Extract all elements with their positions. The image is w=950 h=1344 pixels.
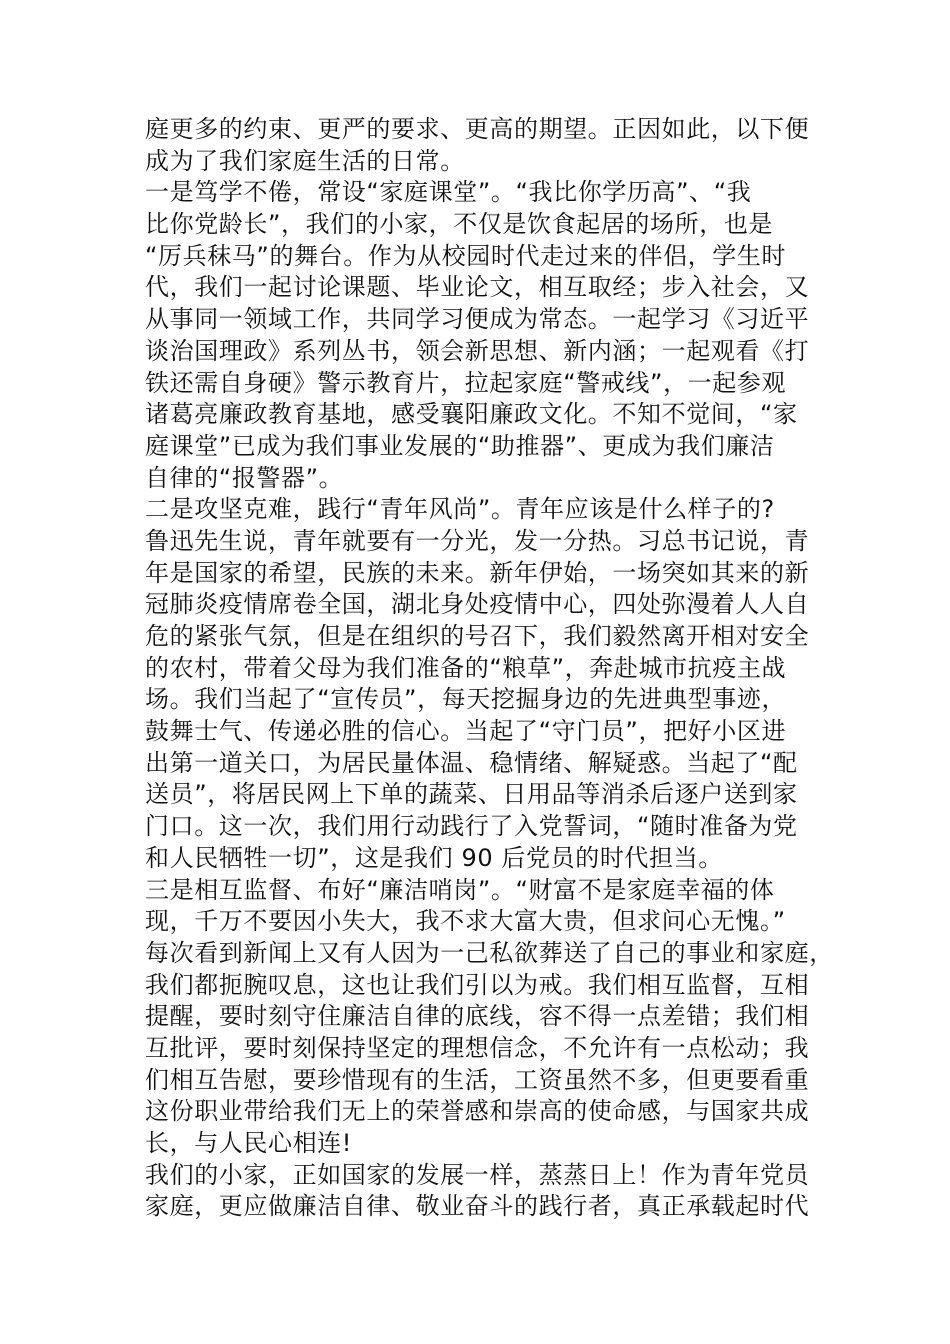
- text-line: 从事同一领域工作，共同学习便成为常态。一起学习《习近平: [145, 305, 810, 334]
- text-line: 和人民牺牲一切”，这是我们 90 后党员的时代担当。: [145, 843, 723, 872]
- text-line: 冠肺炎疫情席卷全国，湖北身处疫情中心，四处弥漫着人人自: [145, 590, 810, 619]
- text-line: 年是国家的希望，民族的未来。新年伊始，一场突如其来的新: [145, 558, 810, 587]
- text-line: 危的紧张气氛，但是在组织的号召下，我们毅然离开相对安全: [145, 622, 810, 650]
- text-line: 每次看到新闻上又有人因为一己私欲葬送了自己的事业和家庭，: [145, 938, 834, 967]
- text-line: 们相互告慰，要珍惜现有的生活，工资虽然不多，但更要看重: [145, 1065, 810, 1094]
- closing-paragraph-line: 我们的小家，正如国家的发展一样，蒸蒸日上！作为青年党员: [145, 1160, 810, 1189]
- text-line: 现，千万不要因小失大，我不求大富大贵，但求问心无愧。”: [145, 907, 786, 936]
- text-line: 送员”，将居民网上下单的蔬菜、日用品等消杀后逐户送到家: [145, 780, 798, 809]
- text-line: “厉兵秣马”的舞台。作为从校园时代走过来的伴侣，学生时: [145, 241, 787, 270]
- text-line: 鲁迅先生说，青年就要有一分光，发一分热。习总书记说，青: [145, 526, 810, 555]
- text-line: 比你党龄长”，我们的小家，不仅是饮食起居的场所，也是: [145, 210, 774, 239]
- text-line: 出第一道关口，为居民量体温、稳情绪、解疑惑。当起了“配: [145, 748, 798, 777]
- text-line: 成为了我们家庭生活的日常。: [145, 146, 465, 175]
- text-line: 代，我们一起讨论课题、毕业论文，相互取经；步入社会，又: [145, 273, 810, 302]
- text-line: 铁还需自身硬》警示教育片，拉起家庭“警戒线”，一起参观: [145, 368, 787, 397]
- text-line: 提醒，要时刻守住廉洁自律的底线，容不得一点差错；我们相: [145, 1002, 810, 1031]
- text-line: 互批评，要时刻保持坚定的理想信念，不允许有一点松动；我: [145, 1033, 810, 1062]
- section-one-heading-line: 一是笃学不倦，常设“家庭课堂”。“我比你学历高”、“我: [145, 178, 752, 207]
- text-line: 长，与人民心相连!: [145, 1129, 353, 1157]
- text-line: 我们都扼腕叹息，这也让我们引以为戒。我们相互监督，互相: [145, 970, 810, 999]
- text-line: 场。我们当起了“宣传员”，每天挖掘身边的先进典型事迹，: [145, 685, 787, 714]
- section-two-heading-line: 二是攻坚克难，践行“青年风尚”。青年应该是什么样子的?: [145, 495, 775, 524]
- text-line: 谈治国理政》系列丛书，领会新思想、新内涵；一起观看《打: [145, 336, 810, 365]
- text-line: 这份职业带给我们无上的荣誉感和崇高的使命感，与国家共成: [145, 1097, 810, 1126]
- text-line: 诸葛亮廉政教育基地，感受襄阳廉政文化。不知不觉间，“家: [145, 400, 798, 429]
- section-three-heading-line: 三是相互监督、布好“廉洁哨岗”。“财富不是家庭幸福的体: [145, 875, 775, 904]
- text-line: 庭课堂”已成为我们事业发展的“助推器”、更成为我们廉洁: [145, 431, 775, 460]
- text-line: 自律的“报警器”。: [145, 463, 344, 492]
- text-line: 庭更多的约束、更严的要求、更高的期望。正因如此，以下便: [145, 115, 810, 143]
- document-body: [145, 114, 834, 1223]
- text-line: 的农村，带着父母为我们准备的“粮草”，奔赴城市抗疫主战: [145, 653, 787, 682]
- text-line: 家庭，更应做廉洁自律、敬业奋斗的践行者，真正承载起时代: [145, 1192, 810, 1221]
- text-line: 门口。这一次，我们用行动践行了入党誓词，“随时准备为党: [145, 812, 798, 841]
- text-line: 鼓舞士气、传递必胜的信心。当起了“守门员”，把好小区进: [145, 717, 787, 746]
